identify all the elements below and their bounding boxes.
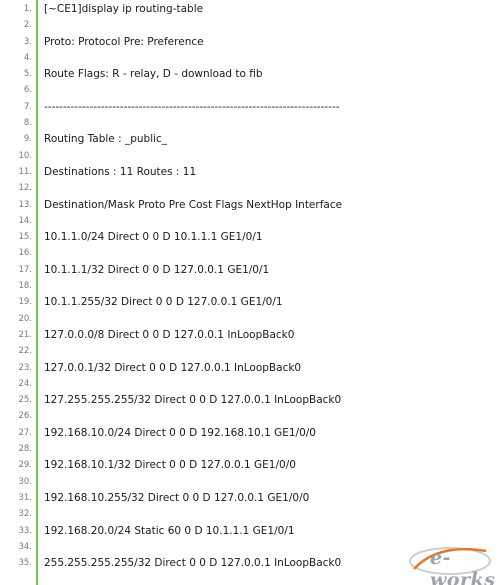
line-text: ------------------------------------------------------------------------------: [44, 100, 340, 113]
code-line: [0, 343, 500, 359]
line-number: 34.: [18, 541, 32, 552]
code-line: [0, 1, 500, 17]
line-number: 9.: [23, 134, 32, 145]
code-line: [0, 82, 500, 98]
line-number: 13.: [18, 199, 32, 210]
code-line: [0, 490, 500, 506]
line-number: 28.: [18, 444, 32, 455]
line-number: 22.: [18, 346, 32, 357]
line-number: 24.: [18, 378, 32, 389]
line-number: 23.: [18, 362, 32, 373]
line-text: 255.255.255.255/32 Direct 0 0 D 127.0.0.1 InLoopBack0: [44, 557, 342, 570]
code-line: [0, 523, 500, 539]
code-line: [0, 425, 500, 441]
code-line: [0, 441, 500, 457]
line-text: Proto: Protocol Pre: Preference: [44, 35, 204, 48]
line-number: 32.: [18, 509, 32, 520]
line-text: 10.1.1.1/32 Direct 0 0 D 127.0.0.1 GE1/0/1: [44, 263, 270, 276]
code-line: [0, 311, 500, 327]
code-line: [0, 180, 500, 196]
code-line: [0, 408, 500, 424]
watermark-logo: [408, 539, 496, 585]
line-number: 27.: [18, 427, 32, 438]
line-number: 7.: [23, 101, 32, 112]
line-number: 31.: [18, 492, 32, 503]
line-text: Route Flags: R - relay, D - download to fib: [44, 68, 263, 81]
code-line: [0, 164, 500, 180]
code-line: [0, 474, 500, 490]
line-number: 1.: [23, 4, 32, 14]
line-number: 19.: [18, 297, 32, 308]
code-line: [0, 392, 500, 408]
line-text: Routing Table : _public_: [44, 133, 168, 146]
code-line: [0, 34, 500, 50]
line-number: 18.: [18, 281, 32, 292]
code-line: [0, 66, 500, 82]
line-number: 29.: [18, 460, 32, 471]
line-number: 16.: [18, 248, 32, 259]
code-line: [0, 50, 500, 66]
line-number: 30.: [18, 476, 32, 487]
code-line: [0, 360, 500, 376]
line-text: [~CE1]display ip routing-table: [44, 3, 204, 15]
code-line: [0, 17, 500, 33]
line-number: 3.: [23, 36, 32, 47]
code-line: [0, 229, 500, 245]
line-number: 8.: [23, 118, 32, 129]
code-line: [0, 278, 500, 294]
code-lines: [0, 1, 500, 571]
line-text: Destination/Mask Proto Pre Cost Flags NextHop Interface: [44, 198, 343, 211]
line-number: 11.: [18, 166, 32, 177]
line-number: 2.: [23, 20, 32, 31]
line-text: 10.1.1.255/32 Direct 0 0 D 127.0.0.1 GE1/0/1: [44, 296, 283, 309]
code-line: [0, 197, 500, 213]
line-number: 12.: [18, 183, 32, 194]
line-number: 25.: [18, 395, 32, 406]
code-line: [0, 213, 500, 229]
line-number: 35.: [18, 558, 32, 569]
line-text: 192.168.10.255/32 Direct 0 0 D 127.0.0.1 GE1/0/0: [44, 491, 310, 504]
code-line: [0, 148, 500, 164]
code-line: [0, 245, 500, 261]
line-number: 10.: [18, 150, 32, 161]
line-number: 26.: [18, 411, 32, 422]
code-line: [0, 294, 500, 310]
line-text: 192.168.20.0/24 Static 60 0 D 10.1.1.1 GE1/0/1: [44, 524, 295, 537]
line-text: 192.168.10.0/24 Direct 0 0 D 192.168.10.1 GE1/0/0: [44, 426, 316, 439]
line-number: 14.: [18, 215, 32, 226]
code-line: [0, 327, 500, 343]
code-line: [0, 376, 500, 392]
line-number: 15.: [18, 232, 32, 243]
line-text: 192.168.10.1/32 Direct 0 0 D 127.0.0.1 GE1/0/0: [44, 459, 296, 472]
line-number: 21.: [18, 329, 32, 340]
line-number: 4.: [23, 52, 32, 63]
code-line: [0, 506, 500, 522]
code-line: [0, 262, 500, 278]
line-text: 10.1.1.0/24 Direct 0 0 D 10.1.1.1 GE1/0/1: [44, 231, 263, 244]
line-number: 20.: [18, 313, 32, 324]
line-text: Destinations : 11 Routes : 11: [44, 165, 197, 178]
line-text: 127.0.0.0/8 Direct 0 0 D 127.0.0.1 InLoopBack0: [44, 328, 295, 341]
code-line: [0, 115, 500, 131]
line-text: 127.255.255.255/32 Direct 0 0 D 127.0.0.1 InLoopBack0: [44, 394, 342, 407]
watermark-text: e-works: [430, 547, 496, 585]
line-number: 33.: [18, 525, 32, 536]
line-text: 127.0.0.1/32 Direct 0 0 D 127.0.0.1 InLoopBack0: [44, 361, 302, 374]
code-line: [0, 457, 500, 473]
line-number: 17.: [18, 264, 32, 275]
line-number: 5.: [23, 69, 32, 80]
code-line: [0, 99, 500, 115]
code-line: [0, 131, 500, 147]
line-number: 6.: [23, 85, 32, 96]
